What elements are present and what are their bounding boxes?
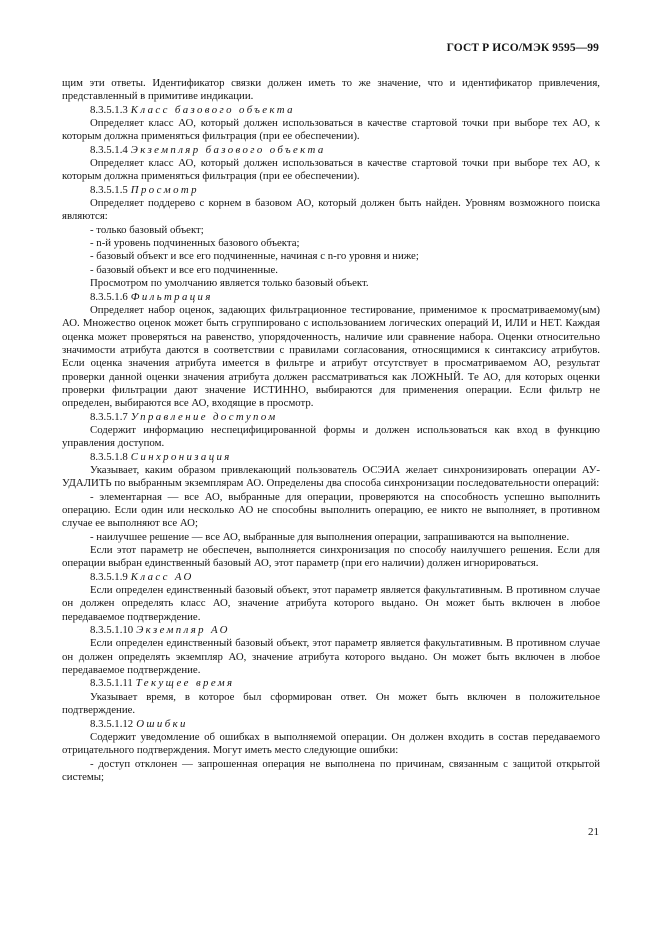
clause-title: Экземпляр базового объекта bbox=[130, 143, 326, 156]
clause-number: 8.3.5.1.3 bbox=[90, 103, 128, 116]
paragraph: Определяет класс АО, который должен использоваться в качестве стартовой точки при выборе тех АО, к которым должна применяться фильтрация (при ее обеспечении). bbox=[62, 117, 600, 143]
paragraph: Просмотром по умолчанию является только базовый объект. bbox=[90, 277, 369, 290]
paragraph: Определяет поддерево с корнем в базовом АО, который должен быть найден. Уровням возможного поиска являются: bbox=[62, 197, 600, 223]
list-item: - элементарная — все АО, выбранные для операции, проверяются на способность успешно выполнить операцию. Если один или несколько АО не способны выполнить операцию, ее никто не выполняет, в противном случае ее выполняют все АО; bbox=[62, 490, 600, 530]
clause-number: 8.3.5.1.10 bbox=[90, 624, 134, 637]
clause-heading bbox=[62, 624, 600, 637]
clause-heading bbox=[62, 104, 600, 117]
standard-header: ГОСТ Р ИСО/МЭК 9595—99 bbox=[446, 42, 599, 54]
clause-title: Синхронизация bbox=[130, 450, 232, 463]
clause-title: Класс АО bbox=[130, 570, 194, 583]
clause-title: Управление доступом bbox=[130, 410, 278, 423]
paragraph: Если этот параметр не обеспечен, выполняется синхронизация по способу наилучшего решения. Если для операции выбран единственный базовый АО, этот параметр (при его наличии) должен игнорироваться. bbox=[62, 544, 600, 570]
list-item: - базовый объект и все его подчиненные, начиная с n-го уровня и ниже; bbox=[90, 250, 419, 263]
list-item: - только базовый объект; bbox=[90, 223, 204, 236]
paragraph: Если определен единственный базовый объект, этот параметр является факультативным. В противном случае он должен определять класс АО, значение атрибута которого выдано. Он может быть включен в любое передаваемое подтверждение. bbox=[62, 584, 600, 623]
paragraph: Указывает, каким образом привлекающий пользователь ОСЭИА желает синхронизировать операции АУ-УДАЛИТЬ по выбранным экземплярам АО. Определены два способа синхронизации последовательности операций: bbox=[62, 463, 600, 490]
clause-heading bbox=[62, 184, 600, 197]
list-item: - базовый объект и все его подчиненные. bbox=[90, 263, 278, 276]
clause-heading bbox=[62, 718, 600, 731]
list-item: - n-й уровень подчиненных базового объекта; bbox=[90, 237, 300, 250]
list-item: - наилучшее решение — все АО, выбранные для выполнения операции, запрашиваются на выполнение. bbox=[90, 530, 570, 543]
page-number: 21 bbox=[588, 826, 599, 838]
clause-title: Фильтрация bbox=[130, 290, 213, 303]
clause-title: Ошибки bbox=[136, 717, 188, 730]
paragraph: Определяет набор оценок, задающих фильтрационное тестирование, применимое к просматриваемому(ым) АО. Множество оценок может быть сгруппировано с использованием логических операций И, ИЛИ и НЕТ. Каждая оценка может проверяться на равенство, упорядоченность, наличие или сравнение набора. Оценки относительно значимости атрибута даются в соответствии с правилами согласования, относящимися к синтаксису атрибутов. Если оценка значения атрибута имеется в фильтре и атрибут отсутствует в просматриваемом АО, результат проверки данной оценки значения атрибута должен рассматриваться как ЛОЖНЫЙ. Те АО, для которых оценки проверки фильтрации дают значение ИСТИННО, выбираются для применения операции. Если фильтр не определен, выбираются все АО, входящие в просмотр. bbox=[62, 303, 600, 410]
clause-heading bbox=[62, 291, 600, 304]
clause-heading bbox=[62, 411, 600, 424]
clause-number: 8.3.5.1.5 bbox=[90, 183, 128, 196]
paragraph: Содержит уведомление об ошибках в выполняемой операции. Он должен входить в состав передаваемого отрицательного подтверждения. Могут иметь место следующие ошибки: bbox=[62, 730, 600, 757]
clause-title: Экземпляр АО bbox=[136, 624, 230, 637]
clause-number: 8.3.5.1.11 bbox=[90, 677, 133, 690]
paragraph: Определяет класс АО, который должен использоваться в качестве стартовой точки при выборе тех АО, к которым должна применяться фильтрация (при ее обеспечении). bbox=[62, 157, 600, 183]
paragraph: щим эти ответы. Идентификатор связки должен иметь то же значение, что и идентификатор привлечения, представленный в примитиве индикации. bbox=[62, 77, 600, 103]
clause-number: 8.3.5.1.6 bbox=[90, 290, 128, 303]
clause-number: 8.3.5.1.9 bbox=[90, 570, 128, 583]
clause-number: 8.3.5.1.12 bbox=[90, 717, 134, 730]
paragraph: Содержит информацию неспецифицированной формы и должен использоваться как вход в функцию управления доступом. bbox=[62, 423, 600, 450]
clause-number: 8.3.5.1.7 bbox=[90, 410, 128, 423]
clause-heading bbox=[62, 571, 600, 584]
clause-number: 8.3.5.1.8 bbox=[90, 450, 128, 463]
clause-title: Класс базового объекта bbox=[130, 103, 295, 116]
clause-title: Текущее время bbox=[135, 677, 235, 690]
clause-number: 8.3.5.1.4 bbox=[90, 143, 128, 156]
clause-heading bbox=[62, 677, 600, 690]
clause-heading bbox=[62, 144, 600, 157]
paragraph: Если определен единственный базовый объект, этот параметр является факультативным. В противном случае он должен определять экземпляр АО, значение атрибута которого выдано. Он может быть включен в любое передаваемое подтверждение. bbox=[62, 637, 600, 677]
list-item: - доступ отклонен — запрошенная операция не выполнена по причинам, связанным с защитой открытой системы; bbox=[62, 757, 600, 783]
clause-title: Просмотр bbox=[130, 183, 199, 196]
paragraph: Указывает время, в которое был сформирован ответ. Он может быть включен в положительное подтверждение. bbox=[62, 690, 600, 717]
clause-heading bbox=[62, 451, 600, 464]
document-body bbox=[62, 77, 600, 784]
